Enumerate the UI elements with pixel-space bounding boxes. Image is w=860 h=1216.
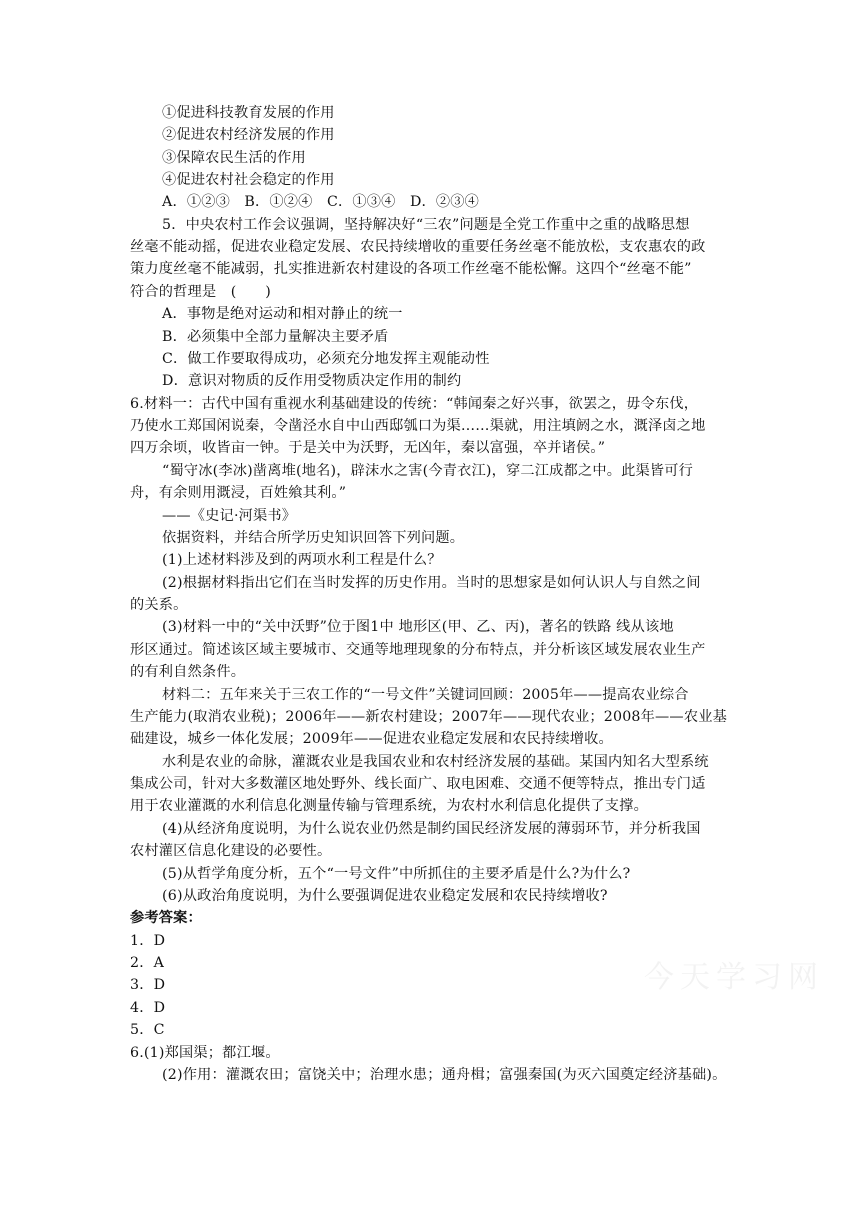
q6-material-line: “蜀守冰(李冰)凿离堆(地名)，辟沫水之害(今青衣江)，穿二江成都之中。此渠皆可行 bbox=[162, 463, 694, 479]
answer-item: 6.(1)郑国渠；都江堰。 bbox=[130, 1045, 280, 1061]
q5-stem-line: 策力度丝毫不能减弱，扎实推进新农村建设的各项工作丝毫不能松懈。这四个“丝毫不能” bbox=[130, 261, 692, 277]
option-3: ③保障农民生活的作用 bbox=[162, 150, 306, 166]
q6-material2: 生产能力(取消农业税)；2006年——新农村建设；2007年——现代农业；2008年——农业基 bbox=[130, 709, 727, 725]
option-1: ①促进科技教育发展的作用 bbox=[162, 105, 335, 121]
answers-heading: 参考答案： bbox=[130, 910, 202, 926]
answer-item: 3．D bbox=[130, 977, 166, 993]
q6-material-line: 四万余顷，收皆亩一钟。于是关中为沃野，无凶年，秦以富强，卒并诸侯。” bbox=[130, 440, 606, 456]
q6-paragraph: 集成公司，针对大多数灌区地处野外、线长面广、取电困难、交通不便等特点，推出专门适 bbox=[130, 776, 706, 792]
q6-sub5: (5)从哲学角度分析，五个“一号文件”中所抓住的主要矛盾是什么?为什么? bbox=[162, 866, 631, 882]
q6-sub6: (6)从政治角度说明，为什么要强调促进农业稳定发展和农民持续增收? bbox=[162, 888, 608, 904]
q6-source: ——《史记·河渠书》 bbox=[162, 508, 297, 524]
q6-sub3: (3)材料一中的“关中沃野”位于图1中 地形区(甲、乙、丙)，著名的铁路 线从该地 bbox=[162, 619, 674, 635]
q6-instruction: 依据资料，并结合所学历史知识回答下列问题。 bbox=[162, 530, 465, 546]
answer-item: 5．C bbox=[130, 1022, 165, 1038]
q6-paragraph: 用于农业灌溉的水利信息化测量传输与管理系统，为农村水利信息化提供了支撑。 bbox=[130, 798, 648, 814]
q6-sub4: 农村灌区信息化建设的必要性。 bbox=[130, 843, 332, 859]
q6-sub4: (4)从经济角度说明，为什么说农业仍然是制约国民经济发展的薄弱环节，并分析我国 bbox=[162, 821, 701, 837]
q5-stem-line: 5．中央农村工作会议强调，坚持解决好“三农”问题是全党工作重中之重的战略思想 bbox=[162, 217, 690, 233]
q6-sub1: (1)上述材料涉及到的两项水利工程是什么？ bbox=[162, 552, 442, 568]
q6-sub2: (2)根据材料指出它们在当时发挥的历史作用。当时的思想家是如何认识人与自然之间 bbox=[162, 575, 701, 591]
answer-item: 2．A bbox=[130, 955, 165, 971]
q6-sub3: 形区通过。简述该区域主要城市、交通等地理现象的分布特点，并分析该区域发展农业生产 bbox=[130, 642, 706, 658]
answer-item: 4．D bbox=[130, 1000, 166, 1016]
q6-material-line: 舟，有余则用溉浸，百姓飨其利。” bbox=[130, 485, 347, 501]
q6-sub2: 的关系。 bbox=[130, 597, 188, 613]
q5-stem-line: 符合的哲理是 ( ) bbox=[130, 284, 271, 300]
q6-material2: 材料二：五年来关于三农工作的“一号文件”关键词回顾：2005年——提高农业综合 bbox=[162, 687, 689, 703]
q5-option-a: A．事物是绝对运动和相对静止的统一 bbox=[162, 306, 403, 322]
q6-material-line: 6.材料一：古代中国有重视水利基础建设的传统：“韩闻秦之好兴事，欲罢之，毋令东伐， bbox=[130, 396, 699, 412]
q6-paragraph: 水利是农业的命脉，灌溉农业是我国农业和农村经济发展的基础。某国内知名大型系统 bbox=[162, 754, 709, 770]
option-2: ②促进农村经济发展的作用 bbox=[162, 127, 335, 143]
q4-choices: A．①②③ B．①②④ C．①③④ D．②③④ bbox=[162, 194, 480, 210]
q5-stem-line: 丝毫不能动摇，促进农业稳定发展、农民持续增收的重要任务丝毫不能放松，支农惠农的政 bbox=[130, 239, 706, 255]
q6-material-line: 乃使水工郑国闲说秦，令凿泾水自中山西邸瓠口为渠……渠就，用注填阏之水，溉泽卤之地 bbox=[130, 418, 706, 434]
q5-option-d: D．意识对物质的反作用受物质决定作用的制约 bbox=[162, 373, 462, 389]
q5-option-c: C．做工作要取得成功，必须充分地发挥主观能动性 bbox=[162, 351, 490, 367]
q6-material2: 础建设，城乡一体化发展；2009年——促进农业稳定发展和农民持续增收。 bbox=[130, 731, 613, 747]
option-4: ④促进农村社会稳定的作用 bbox=[162, 172, 335, 188]
answer-item: 1．D bbox=[130, 933, 166, 949]
q5-option-b: B．必须集中全部力量解决主要矛盾 bbox=[162, 329, 389, 345]
watermark: 今天学习网 bbox=[644, 960, 824, 995]
q6-sub3: 的有利自然条件。 bbox=[130, 664, 246, 680]
answer-item: (2)作用：灌溉农田；富饶关中；治理水患；通舟楫；富强秦国(为灭六国奠定经济基础)。 bbox=[162, 1067, 727, 1083]
